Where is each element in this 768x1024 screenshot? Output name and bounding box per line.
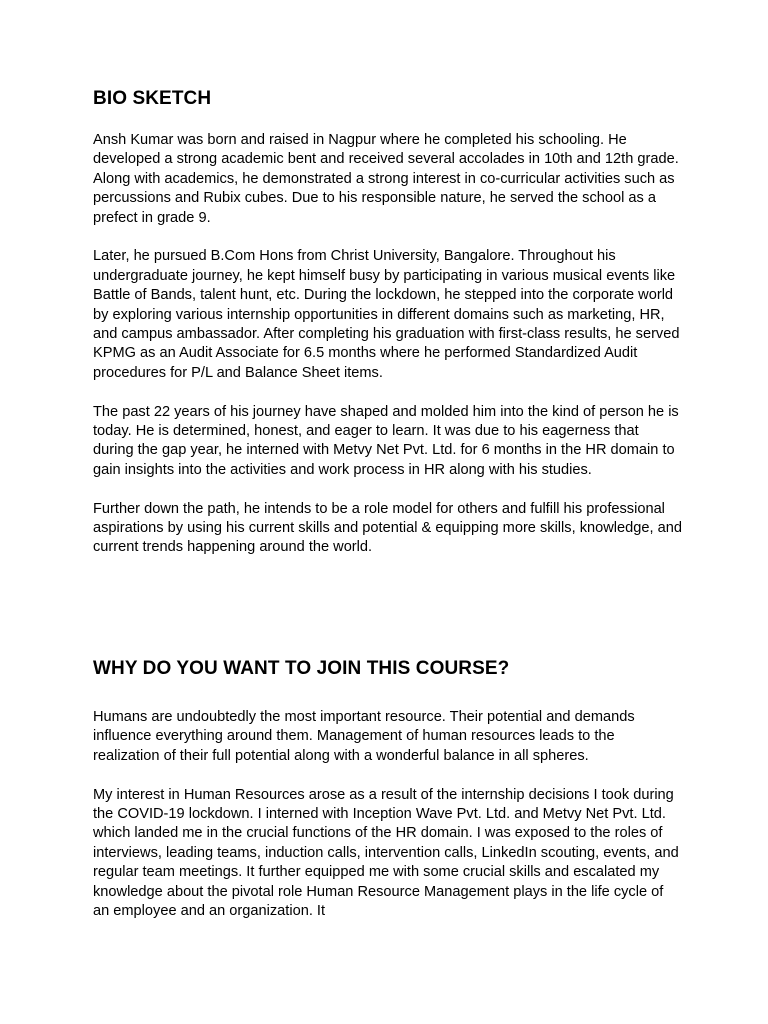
why-paragraph-2: My interest in Human Resources arose as a result of the internship decisions I took during the COVID-19 lockdown. I interned with Inception Wave Pvt. Ltd. and Metvy Net Pvt. Ltd. which landed me in the crucial functions of the HR domain. I was exposed to the roles of interviews, leading teams, induction calls, intervention calls, LinkedIn scouting, events, and regular team meetings. It further equipped me with some crucial skills and escalated my knowledge about the pivotal role Human Resource Management plays in the life cycle of an employee and an organization. It <box>93 786 679 920</box>
bio-paragraph-4: Further down the path, he intends to be a role model for others and fulfill his professional aspirations by using his current skills and potential & equipping more skills, knowledge, and current trends happening around the world. <box>93 500 682 556</box>
bio-paragraph-2: Later, he pursued B.Com Hons from Christ University, Bangalore. Throughout his undergraduate journey, he kept himself busy by participating in various musical events like Battle of Bands, talent hunt, etc. During the lockdown, he stepped into the corporate world by exploring various internship opportunities in different domains such as marketing, HR, and campus ambassador. After completing his graduation with first-class results, he served KPMG as an Audit Associate for 6.5 months where he performed Standardized Audit procedures for P/L and Balance Sheet items. <box>93 248 680 381</box>
why-paragraph-1: Humans are undoubtedly the most important resource. Their potential and demands influence everything around them. Management of human resources leads to the realization of their full potential along with a wonderful balance in all spheres. <box>93 709 635 764</box>
bio-paragraph-3: The past 22 years of his journey have shaped and molded him into the kind of person he is today. He is determined, honest, and eager to learn. It was due to his eagerness that during the gap year, he interned with Metvy Net Pvt. Ltd. for 6 months in the HR domain to gain insights into the activities and work process in HR along with his studies. <box>93 403 679 478</box>
bio-sketch-heading: BIO SKETCH <box>93 88 212 109</box>
why-join-section <box>93 658 683 921</box>
bio-paragraph-1: Ansh Kumar was born and raised in Nagpur where he completed his schooling. He developed a strong academic bent and received several accolades in 10th and 12th grade. Along with academics, he demonstrated a strong interest in co-curricular activities such as percussions and Rubix cubes. Due to his responsible nature, he served the school as a prefect in grade 9. <box>93 132 679 226</box>
why-join-heading: WHY DO YOU WANT TO JOIN THIS COURSE? <box>93 658 510 679</box>
bio-sketch-section <box>93 88 683 558</box>
